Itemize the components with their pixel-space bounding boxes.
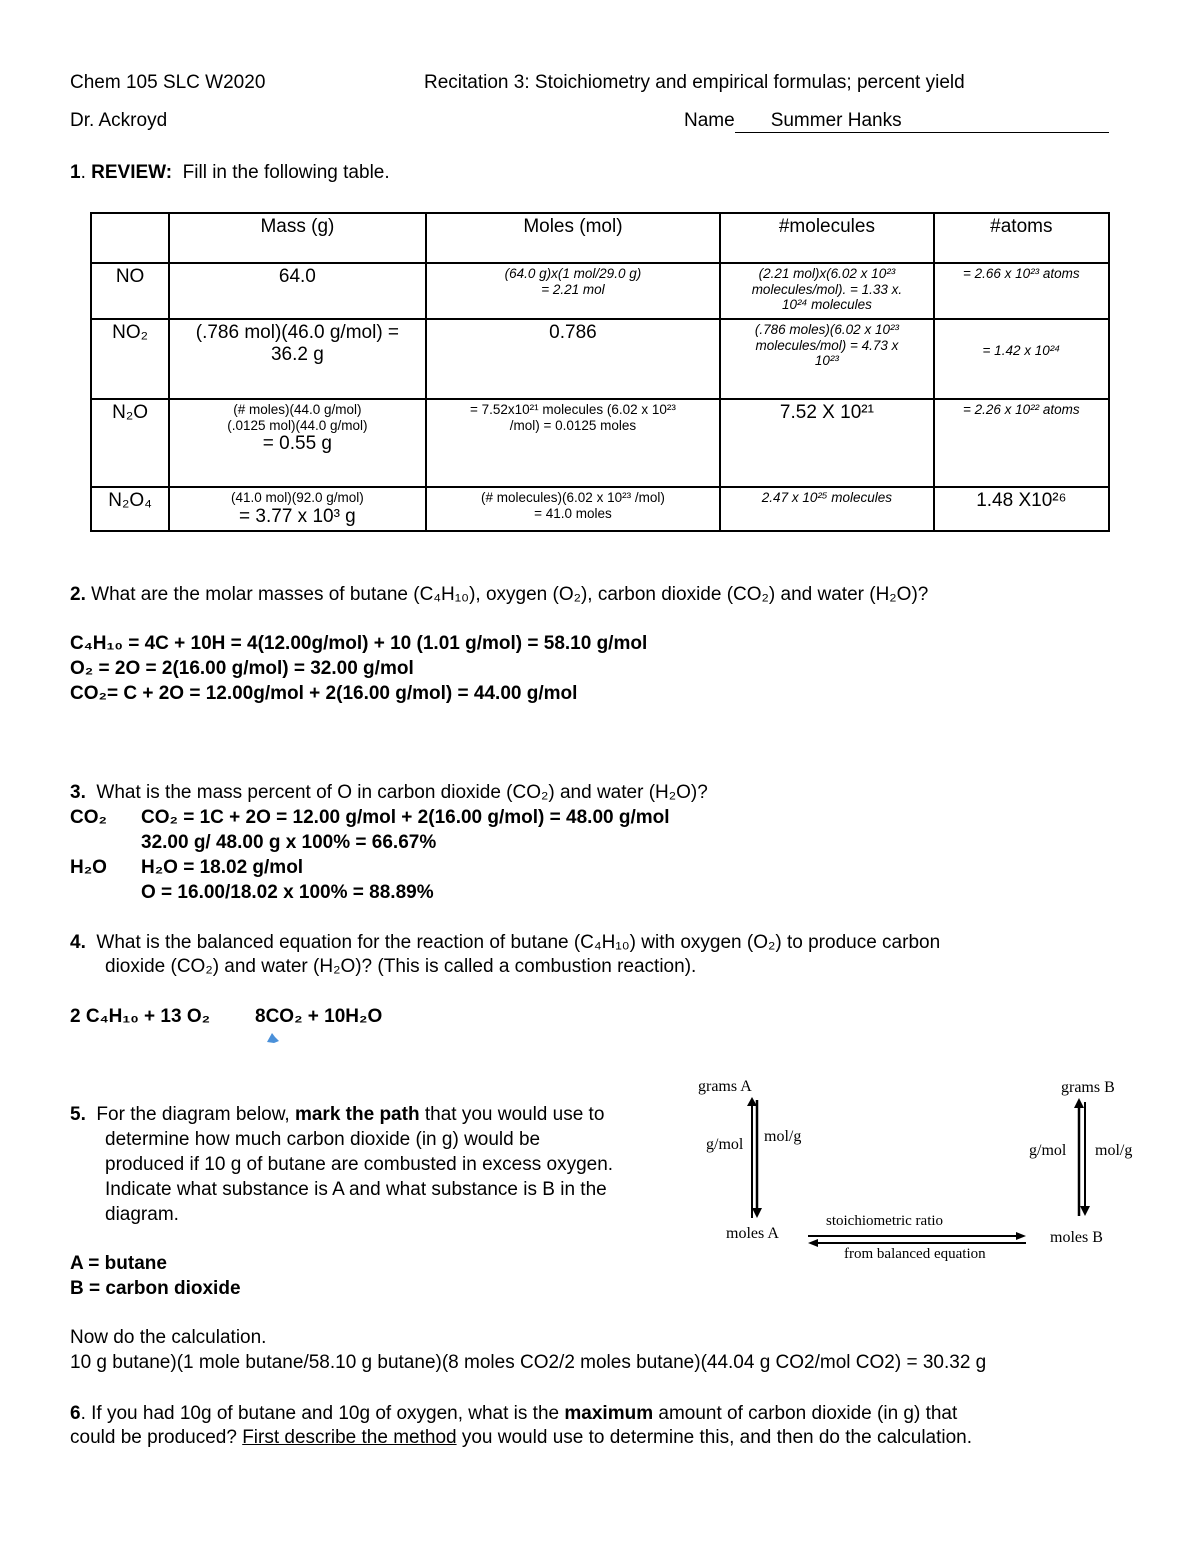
cell-line: (# molecules)(6.02 x 10²³ /mol)	[481, 490, 665, 505]
q6-prompt-line2-b: you would use to determine this, and then do the calculation.	[461, 1427, 973, 1448]
cell-line: (.0125 mol)(44.0 g/mol)	[227, 417, 368, 433]
cell-line: (64.0 g)x(1 mol/29.0 g)	[504, 266, 642, 281]
q5-prompt-b: that you would use to	[424, 1104, 605, 1125]
formula-cell: N₂O	[91, 399, 169, 487]
cell-line: 10²³	[814, 353, 839, 369]
mass-cell: 64.0	[169, 263, 426, 319]
cell-line: (.786 moles)(6.02 x 10²³	[754, 322, 899, 337]
arrow-icon	[1074, 1098, 1084, 1216]
q1-prompt: Fill in the following table.	[182, 162, 390, 183]
q5-prompt-bold: mark the path	[294, 1104, 420, 1125]
q1-label: REVIEW:	[91, 162, 173, 183]
arrow-icon	[1080, 1102, 1090, 1216]
molg-right-label: mol/g	[1095, 1142, 1133, 1159]
q3-h2o-label: H₂O	[70, 857, 107, 878]
formula-cell: N₂O₄	[91, 487, 169, 531]
cell-line: = 3.77 x 10³ g	[239, 505, 356, 527]
q2-answer-co2: CO₂= C + 2O = 12.00g/mol + 2(16.00 g/mol) = 44.00 g/mol	[70, 683, 578, 704]
cell-line: (.786 mol)(46.0 g/mol) =	[195, 322, 400, 343]
cell-line: = 41.0 moles	[534, 505, 612, 521]
cell-line: (# moles)(44.0 g/mol)	[233, 402, 362, 417]
q5-calculation: 10 g butane)(1 mole butane/58.10 g butane)(8 moles CO2/2 moles butane)(44.04 g CO2/mol CO2) = 30.32 g	[70, 1352, 987, 1373]
q3-h2o-line1: H₂O = 18.02 g/mol	[141, 857, 304, 878]
arrow-icon	[747, 1097, 757, 1218]
q5-answer-b: B = carbon dioxide	[70, 1278, 241, 1299]
cell-line: = 7.52x10²¹ molecules (6.02 x 10²³	[469, 402, 676, 417]
q5-prompt-line4: Indicate what substance is A and what substance is B in the	[105, 1179, 607, 1200]
q5-prompt-line2: determine how much carbon dioxide (in g) would be	[105, 1129, 541, 1150]
ratio-bottom-label: from balanced equation	[844, 1246, 986, 1262]
atoms-cell: 1.48 X10²⁶	[934, 487, 1109, 531]
gmol-left-label: g/mol	[706, 1136, 744, 1153]
q2-answer-butane: C₄H₁₀ = 4C + 10H = 4(12.00g/mol) + 10 (1.01 g/mol) = 58.10 g/mol	[70, 633, 648, 654]
q4-prompt-line2: dioxide (CO₂) and water (H₂O)? (This is called a combustion reaction).	[105, 956, 697, 977]
ratio-top-label: stoichiometric ratio	[826, 1213, 944, 1229]
q2-number: 2.	[70, 584, 86, 605]
atoms-cell: = 2.26 x 10²² atoms	[934, 399, 1109, 487]
q5-prompt-a: For the diagram below,	[96, 1104, 290, 1125]
arrow-icon	[752, 1100, 762, 1218]
grams-b-label: grams B	[1061, 1079, 1115, 1096]
cell-line: 36.2 g	[270, 343, 324, 365]
question-1: 1. REVIEW: Fill in the following table.	[70, 162, 390, 183]
q6-prompt-a: . If you had 10g of butane and 10g of oxygen, what is the	[80, 1403, 560, 1424]
moles-a-label: moles A	[726, 1225, 779, 1242]
q6-prompt-line2-underlined: First describe the method	[242, 1427, 457, 1448]
q5-prompt-line3: produced if 10 g of butane are combusted in excess oxygen.	[105, 1154, 614, 1175]
cell-line: = 2.21 mol	[541, 281, 605, 297]
header-molecules: #molecules	[720, 213, 933, 263]
header-mass: Mass (g)	[169, 213, 426, 263]
q5-answer-a: A = butane	[70, 1253, 167, 1274]
cell-line: 10²⁴ molecules	[781, 297, 872, 313]
q5-prompt-line5: diagram.	[105, 1204, 179, 1225]
cell-line: (41.0 mol)(92.0 g/mol)	[230, 490, 364, 505]
formula-cell: NO	[91, 263, 169, 319]
q4-prompt-line1: What is the balanced equation for the reaction of butane (C₄H₁₀) with oxygen (O₂) to produce carbon	[96, 932, 941, 953]
cell-line: molecules/mol) = 4.73 x	[755, 337, 899, 353]
q3-co2-label: CO₂	[70, 807, 107, 828]
q3-number: 3.	[70, 782, 86, 803]
q2-answer-oxygen: O₂ = 2O = 2(16.00 g/mol) = 32.00 g/mol	[70, 658, 414, 679]
q4-number: 4.	[70, 932, 86, 953]
q5-calc-label: Now do the calculation.	[70, 1327, 267, 1348]
cell-line: = 0.55 g	[262, 433, 332, 455]
molecules-cell: 2.47 x 10²⁵ molecules	[720, 487, 933, 531]
q4-reactants: 2 C₄H₁₀ + 13 O₂	[70, 1006, 211, 1027]
q6-prompt-bold: maximum	[564, 1403, 654, 1424]
cell-line: molecules/mol). = 1.33 x.	[751, 281, 903, 297]
header-atoms: #atoms	[934, 213, 1109, 263]
name-label: Name	[684, 110, 735, 131]
q3-h2o-line2: O = 16.00/18.02 x 100% = 88.89%	[141, 882, 434, 903]
atoms-cell: = 1.42 x 10²⁴	[934, 319, 1109, 399]
recitation-title: Recitation 3: Stoichiometry and empirical formulas; percent yield	[424, 72, 965, 93]
course-title: Chem 105 SLC W2020	[70, 72, 266, 93]
q2-prompt: What are the molar masses of butane (C₄H₁₀), oxygen (O₂), carbon dioxide (CO₂) and water (H₂O)?	[91, 584, 929, 605]
q5-number: 5.	[70, 1104, 86, 1125]
header-moles: Moles (mol)	[426, 213, 721, 263]
q4-products: 8CO₂ + 10H₂O	[255, 1006, 383, 1027]
molg-left-label: mol/g	[764, 1128, 802, 1145]
q3-prompt: What is the mass percent of O in carbon dioxide (CO₂) and water (H₂O)?	[96, 782, 708, 803]
cell-line: /mol) = 0.0125 moles	[509, 417, 637, 433]
cell-line: (2.21 mol)x(6.02 x 10²³	[758, 266, 896, 281]
molecules-cell: 7.52 X 10²¹	[720, 399, 933, 487]
moles-b-label: moles B	[1050, 1229, 1103, 1246]
gmol-right-label: g/mol	[1029, 1142, 1067, 1159]
question-6	[70, 1403, 957, 1425]
q6-prompt-b: amount of carbon dioxide (in g) that	[658, 1403, 958, 1424]
arrow-icon	[808, 1239, 1026, 1247]
q6-prompt-line2	[70, 1427, 972, 1449]
atoms-cell: = 2.66 x 10²³ atoms	[934, 263, 1109, 319]
q1-number: 1	[70, 162, 81, 183]
instructor-name: Dr. Ackroyd	[70, 110, 168, 131]
arrow-icon	[808, 1232, 1026, 1240]
formula-cell: NO₂	[91, 319, 169, 399]
q3-co2-line1: CO₂ = 1C + 2O = 12.00 g/mol + 2(16.00 g/mol) = 48.00 g/mol	[141, 807, 670, 828]
q6-prompt-line2-a: could be produced?	[70, 1427, 237, 1448]
moles-cell: 0.786	[426, 319, 721, 399]
q6-number: 6	[70, 1403, 81, 1424]
q3-co2-line2: 32.00 g/ 48.00 g x 100% = 66.67%	[141, 832, 437, 853]
student-name: Summer Hanks	[735, 110, 1109, 133]
grams-a-label: grams A	[698, 1078, 752, 1095]
